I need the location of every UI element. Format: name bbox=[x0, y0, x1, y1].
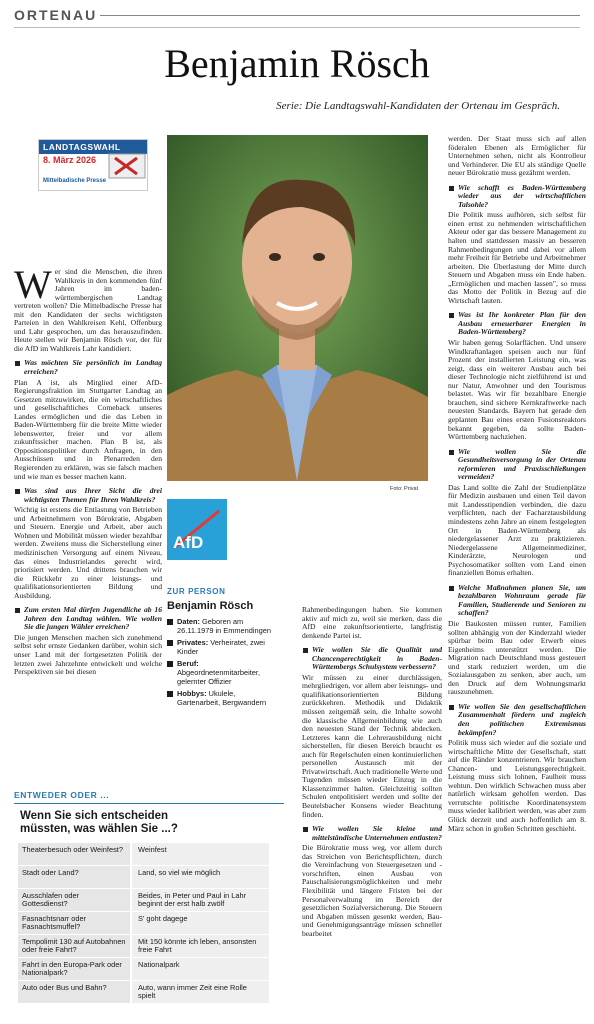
ballot-cross-icon bbox=[107, 152, 147, 184]
answer-8: Das Land sollte die Zahl der Studienplätze für Medizin ausbauen und einen Teil davon mit Landesstipendien verbinden, die dazu verpflichten, nach der Facharztausbildung mindestens zehn Jahre an einem festgelegten Ort in Baden-Württemberg als niedergelassener Arzt zu praktizieren. Niedergelassene Allgemeinmediziner, Kinderärzte, Neurologen und Psychosomatiker sollten vom Land einen finanziellen Bonus erhalten. bbox=[448, 482, 586, 578]
answer-2: Wichtig ist erstens die Entlastung von Betrieben und Arbeitnehmern von Bürokratie, Abgaben und Steuern. Energie und Arbeit, aber auch Wohnen und Mobilität müssen wieder bezahlbar werden. Zweitens muss die Sicherstellung einer medizinischen Versorgung auf einem Niveau, das eines Industrielandes gerecht wird, priorisiert werden. Und drittens brauchen wir die Rückkehr zu einer leistungs- und qualifikationsorientierten Bildung und Ausbildung. bbox=[14, 505, 162, 600]
badge-title: LANDTAGSWAHL bbox=[39, 140, 147, 154]
drop-cap: W bbox=[14, 268, 52, 307]
either-or-table bbox=[18, 842, 269, 1003]
question-7: Was ist Ihr konkreter Plan für den Ausbau erneuerbarer Energien in Baden-Württemberg? bbox=[458, 310, 586, 337]
answer-6: Die Politik muss aufhören, sich selbst für einen ernst zu nehmenden wirtschaftlichen Akteur oder gar das bessere Management zu halten und stattdessen massiv an besseren Rahmenbedingungen und dabei vor allem mehr Freiheit für Betriebe und Arbeitnehmer arbeiten. Die Überlastung der Mitte durch Steuern und Abgaben muss ein Ende haben. „Ermöglichen und machen lassen", so muss das Motto der Politik in Bezug auf die Wirtschaft lauten. bbox=[448, 210, 586, 305]
photo-credit: Foto: Privat bbox=[390, 486, 419, 492]
person-box bbox=[167, 587, 275, 711]
article-column-1 bbox=[14, 268, 162, 768]
person-item-job: Beruf: Abgeordnetenmitarbeiter, gelernter Offizier bbox=[167, 660, 275, 686]
badge-date: 8. März 2026 bbox=[43, 155, 97, 165]
headline: Benjamin Rösch bbox=[164, 41, 430, 86]
table-row: Tempolimit 130 auf Autobahnen oder freie Fahrt? Mit 150 könnte ich leben, ansonsten freie Fahrt bbox=[18, 934, 269, 957]
section-label: ORTENAU bbox=[14, 7, 98, 23]
answer-7: Wir haben genug Solarflächen. Und unsere Windkraftanlagen speisen auch nur fünf Prozent der installierten Leistung ein, was zeigt, dass ein weiterer Ausbau auch bei dieser Technologie nicht zielführend ist und nur Natur, Anwohner und den Tourismus belastet. Was wir für bezahlbare Energie brauchen, sind sichere Kernkraftwerke nach neuesten Standards. Bayern hat gerade den geplanten Bau eines ersten Fusionsreaktors bekannt gegeben, da sollte Baden-Württemberg nachziehen. bbox=[448, 338, 586, 442]
either-or-heading: ENTWEDER ODER ... bbox=[14, 790, 284, 804]
either-or-title: Wenn Sie sich entscheiden müssten, was wählen Sie ...? bbox=[20, 810, 178, 835]
table-row: Stadt oder Land? Land, so viel wie möglich bbox=[18, 865, 269, 888]
article-column-4 bbox=[448, 135, 586, 1015]
question-3: Zum ersten Mal dürfen Jugendliche ab 16 Jahren den Landtag wählen. Wie wollen Sie die jungen Wähler erreichen? bbox=[24, 605, 162, 632]
party-logo-text: AfD bbox=[173, 533, 204, 552]
person-item-data: Daten: Geboren am 26.11.1979 in Emmendingen bbox=[167, 618, 275, 635]
badge-publisher: Mittelbadische Presse bbox=[43, 178, 107, 184]
answer-4: Wir müssen zu einer durchlässigen, mehrgliedrigen, vor allem aber leistungs- und qualifikationsorientierten Bildung zurückkehren. Methodik und Didaktik müssen zeitgemäß sein, die Inhalte sowohl die klassische Allgemeinbildung wie auch den neuesten Stand der Technik abdecken. Letzteres kann die Lehrerausbildung nicht sicherstellen, für diesen Bereich braucht es auch für Regelschulen einen kontinuierlichen personellen Austausch mit der Privatwirtschaft. Auch traditionelle Werte und Tugenden müssen wieder Einzug in die Klassenzimmer halten. Gleichzeitig sollten Schulen entpolitisiert werden und sollte der Beutelsbacher Konsens wieder Beachtung finden. bbox=[302, 672, 442, 819]
question-4: Wie wollen Sie die Qualität und Chancengerechtigkeit in Baden-Württembergs Schulsystem verbessern? bbox=[312, 645, 442, 672]
answer-3-continued: Rahmenbedingungen haben. Sie kommen aktiv auf mich zu, weil sie merken, dass die AfD eine zukunftsorientierte, langfristig denkende Partei ist. bbox=[302, 606, 442, 640]
section-rule bbox=[100, 15, 580, 16]
table-row: Theaterbesuch oder Weinfest? Weinfest bbox=[18, 842, 269, 865]
question-5: Wie wollen Sie kleine und mittelständische Unternehmen entlasten? bbox=[312, 824, 442, 842]
party-logo bbox=[167, 499, 227, 560]
article-column-3 bbox=[302, 606, 442, 1016]
table-row: Fasnachtsnarr oder Fasnachtsmuffel? S' goht dagege bbox=[18, 911, 269, 934]
answer-1: Plan A ist, als Mitglied einer AfD-Regierungsfraktion im Stuttgarter Landtag an Gesetzen mitzuwirken, die ein wirtschaftliches und gesellschaftliches Comeback unseres Landes ermöglichen und die das Leben in Baden-Württemberg für die breite Mitte wieder lebenswerter, freier und vor allem zukunftssicher machen. Plan B ist, als Oppositionspolitiker durch Anfragen, in den Ausschüssen und in Plenarreden den Regierenden zu erklären, was sie falsch machen und wie man es besser machen kann. bbox=[14, 377, 162, 481]
table-row: Fahrt in den Europa-Park oder Nationalpark? Nationalpark bbox=[18, 957, 269, 980]
answer-3: Die jungen Menschen machen sich zunehmend selbst sehr ernste Gedanken darüber, wohin sich unser Land mit der fortgesetzten Politik der letzten zwei Jahrzehnte entwickelt und welche Perspektiven sie bei diesen bbox=[14, 632, 162, 677]
question-1: Was möchten Sie persönlich im Landtag erreichen? bbox=[24, 358, 162, 377]
answer-9: Die Baukosten müssen runter, Familien sollten abhängig von der Kinderzahl wieder spürbar beim Bau oder Erwerb eines Eigenheims unterstützt werden. Die Migration nach Deutschland muss gesteuert und stark reduziert werden, um die Sozialausgaben zu senken, aber auch, um den Druck auf dem Wohnungsmarkt rauszunehmen. bbox=[448, 618, 586, 697]
question-6: Wie schafft es Baden-Württemberg wieder aus der wirtschaftlichen Talsohle? bbox=[458, 182, 586, 209]
election-badge bbox=[38, 139, 148, 191]
question-9: Welche Maßnahmen planen Sie, um bezahlbaren Wohnraum gerade für Familien, Studierende und Senioren zu schaffen? bbox=[458, 582, 586, 618]
answer-10: Politik muss sich wieder auf die soziale und wirtschaftliche Mitte der Gesellschaft, statt auf die Ränder konzentrieren. Wir brauchen Chancen- und Leistungsgerechtigkeit. Leistung muss sich lohnen, Faulheit muss wehtun. Den wirklich Schwachen muss aber natürlich wirksam geholfen werden. Das verrutschte politische Koordinatensystem muss wieder kalibriert werden, was aber zum Glück derzeit und auch hoffentlich am 8. März schon in großen Schritten geschieht. bbox=[448, 738, 586, 833]
table-row: Ausschlafen oder Gottesdienst? Beides, in Peter und Paul in Lahr beginnt der erst halb zwölf bbox=[18, 888, 269, 911]
question-2: Was sind aus Ihrer Sicht die drei wichtigsten Themen für Ihren Wahlkreis? bbox=[24, 486, 162, 504]
either-or-box bbox=[14, 790, 284, 1003]
portrait-photo bbox=[167, 135, 428, 481]
subheadline: Serie: Die Landtagswahl-Kandidaten der Ortenau im Gespräch. bbox=[276, 100, 560, 112]
header-rule bbox=[14, 27, 580, 28]
person-heading: ZUR PERSON bbox=[167, 587, 226, 596]
question-8: Wie wollen Sie die Gesundheitsversorgung in der Ortenau reformieren und Praxisschließungen vermeiden? bbox=[458, 446, 586, 482]
person-name: Benjamin Rösch bbox=[167, 600, 254, 612]
person-item-hobbies: Hobbys: Ukulele, Gartenarbeit, Bergwandern bbox=[167, 690, 275, 707]
question-10: Wie wollen Sie den gesellschaftlichen Zusammenhalt fördern und zugleich den politischen Extremismus bekämpfen? bbox=[458, 701, 586, 737]
answer-5: Die Bürokratie muss weg, vor allem durch das Streichen von Berichtspflichten, durch die Vereinfachung von Steuergesetzen und -vorschriften, einen Ausbau von Pauschalisierungsmöglichkeiten und mehr Flexibilität und längere Fristen bei der Personalverwaltung im Bereich der gesetzlichen Sozialversicherung. Die Steuern und Abgaben müssen gesenkt werden, Bau- und Genehmigungsanträge müssen schneller bearbeitet bbox=[302, 843, 442, 938]
answer-5-continued: werden. Der Staat muss sich auf allen föderalen Ebenen als Ermöglicher für Unternehmen sehen, nicht als Kontrolleur und Verhinderer. Die EU als ständige Quelle neuer Bürokratie muss gezähmt werden. bbox=[448, 135, 586, 178]
person-item-private: Privates: Verheiratet, zwei Kinder bbox=[167, 639, 275, 656]
intro-text: er sind die Menschen, die ihren Wahlkreis in den kommenden fünf Jahren im baden-württembergischen Landtag vertreten wollen? Die Mittelbadische Presse hat mit den Kandidaten der sechs wichtigsten Parteien in den Wahlkreisen Kehl, Offenburg und Lahr gesprochen, um das herauszufinden. Heute stellen wir Benjamin Rösch vor, der für die AfD im Wahlkreis Lahr kandidiert. bbox=[14, 268, 162, 353]
table-row: Auto oder Bus und Bahn? Auto, wann immer Zeit eine Rolle spielt bbox=[18, 980, 269, 1003]
